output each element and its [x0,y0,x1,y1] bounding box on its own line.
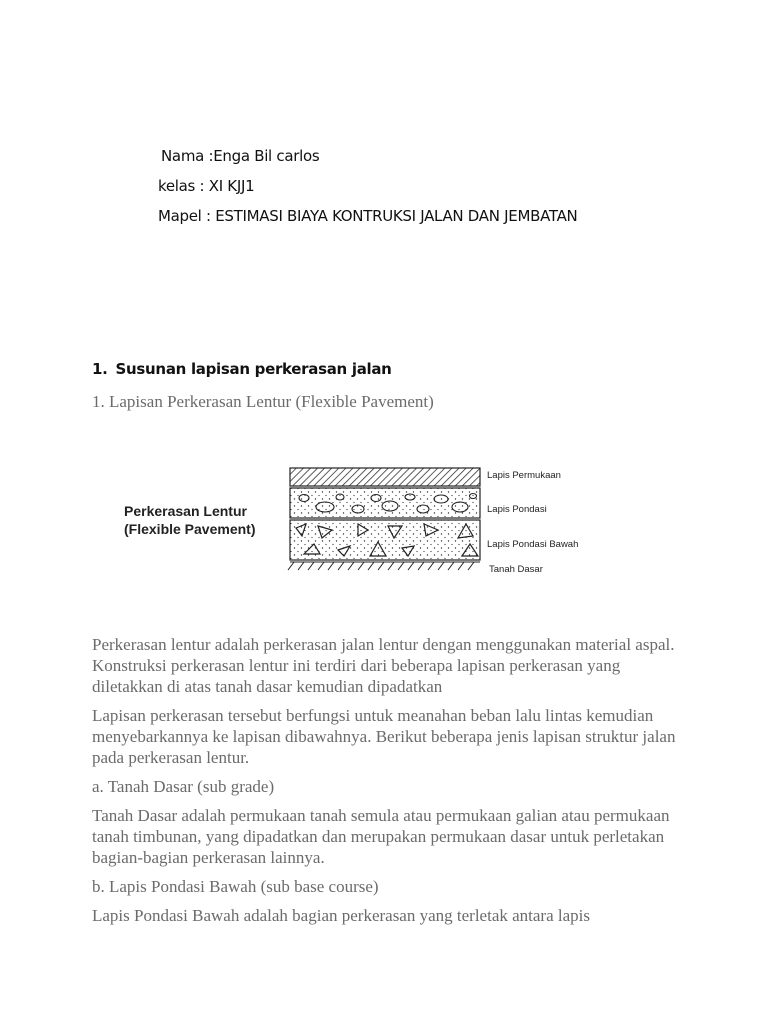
diagram-title-line2: (Flexible Pavement) [124,521,256,537]
student-class-line: kelas : XI KJJ1 [158,177,255,195]
label-surface-layer: Lapis Permukaan [487,470,561,481]
surface-layer [290,468,480,486]
student-name-line: Nama :Enga Bil carlos [161,147,320,165]
subgrade-hatching [288,562,480,570]
paragraph: Perkerasan lentur adalah perkerasan jalan lentur dengan menggunakan material aspal. Konstruksi perkerasan lentur ini terdiri dari beberapa lapisan perkerasan yang diletakkan di atas tanah dasar kemudian dipadatkan [92,635,675,696]
pavement-layer-diagram [118,462,598,582]
subsection-heading-tanah-dasar: a. Tanah Dasar (sub grade) [92,777,275,796]
label-subgrade: Tanah Dasar [489,564,543,575]
student-info [158,144,577,234]
label-base-layer: Lapis Pondasi [487,504,547,515]
label-subbase-layer: Lapis Pondasi Bawah [487,539,579,550]
subheading: 1. Lapisan Perkerasan Lentur (Flexible Pavement) [92,392,434,411]
section-title-text: Susunan lapisan perkerasan jalan [115,360,392,378]
body-text [92,634,682,934]
section-number: 1. [92,360,108,378]
subsection-heading-lapis-pondasi-bawah: b. Lapis Pondasi Bawah (sub base course) [92,877,379,896]
subject-line: Mapel : ESTIMASI BIAYA KONTRUKSI JALAN DAN JEMBATAN [158,207,578,225]
paragraph: Tanah Dasar adalah permukaan tanah semula atau permukaan galian atau permukaan tanah timbunan, yang dipadatkan dan merupakan permukaan dasar untuk perletakan bagian-bagian perkerasan lainnya. [92,806,670,867]
diagram-title-line1: Perkerasan Lentur [124,503,247,519]
paragraph: Lapis Pondasi Bawah adalah bagian perkerasan yang terletak antara lapis [92,906,590,925]
section-heading [92,360,392,378]
paragraph: Lapisan perkerasan tersebut berfungsi untuk meanahan beban lalu lintas kemudian menyebarkannya ke lapisan dibawahnya. Berikut beberapa jenis lapisan struktur jalan pada perkerasan lentur. [92,706,676,767]
